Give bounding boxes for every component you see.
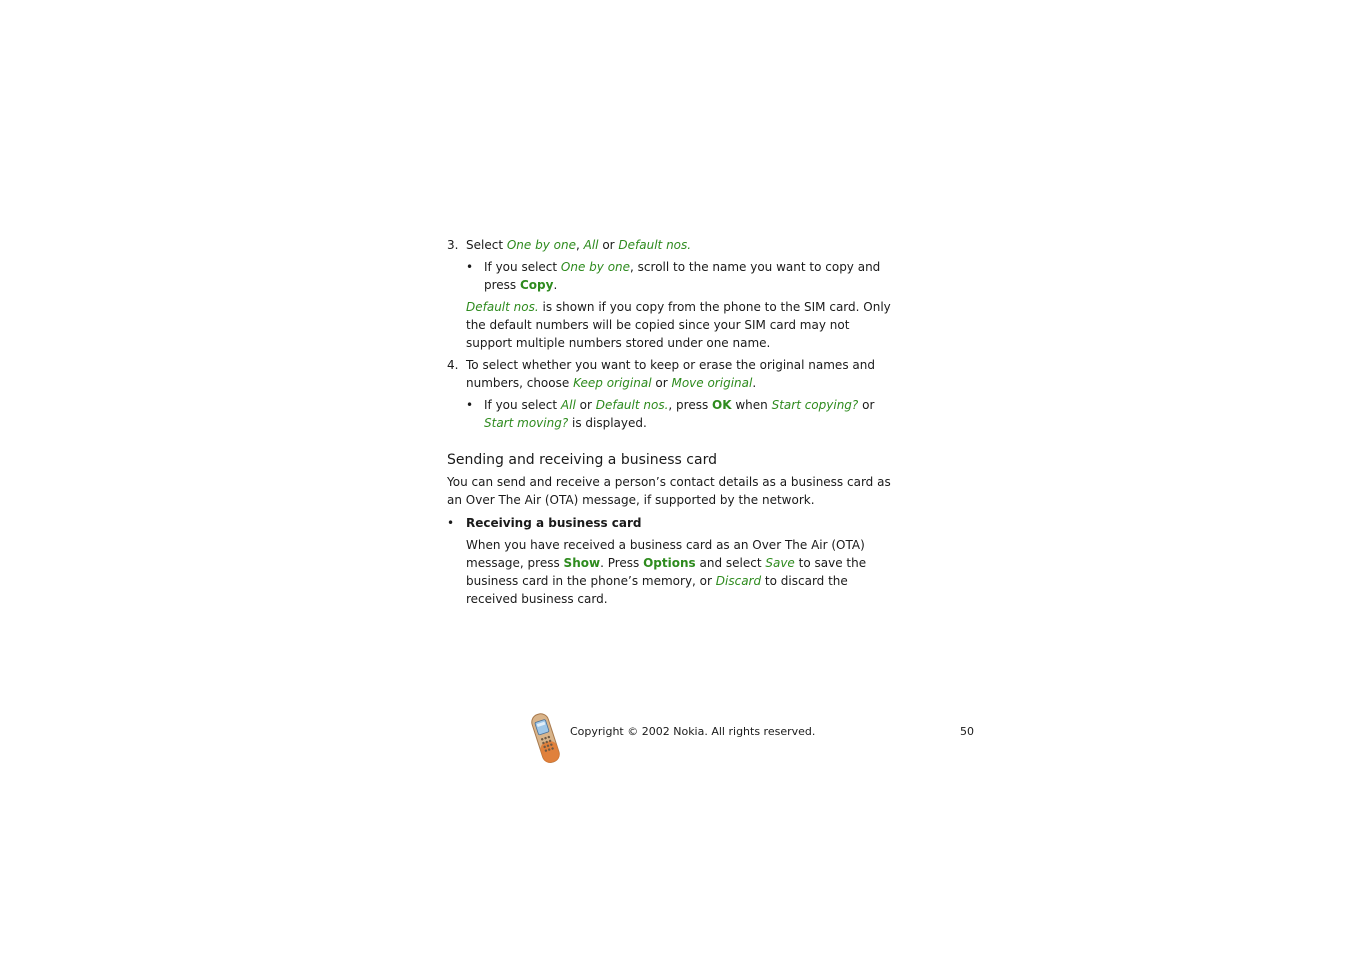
section-heading: Sending and receiving a business card [447, 452, 717, 468]
page-content [447, 236, 897, 608]
option-all: All [560, 398, 576, 412]
option-move-original: Move original [671, 376, 753, 390]
key-options: Options [643, 556, 696, 570]
key-copy: Copy [520, 278, 554, 292]
nokia-phone-icon [528, 710, 564, 766]
key-ok: OK [712, 398, 732, 412]
bullet-dot: • [466, 260, 474, 274]
option-start-moving: Start moving? [484, 416, 569, 430]
subsection-body: When you have received a business card as an Over The Air (OTA) message, press Show. Press Options and select Save to save the business card in the phone’s memory, or Discard to discard the received business card. [466, 538, 867, 606]
step-3-note: Default nos. is shown if you copy from the phone to the SIM card. Only the default numbers will be copied since your SIM card may not support multiple numbers stored under one name. [466, 300, 891, 350]
option-default-nos: Default nos. [595, 398, 669, 412]
section-intro: You can send and receive a person’s contact details as a business card as an Over The Air (OTA) message, if supported by the network. [447, 475, 891, 507]
step-3-bullet: • If you select One by one, scroll to the name you want to copy and press Copy. [466, 260, 881, 292]
page-number: 50 [960, 725, 974, 738]
option-one-by-one: One by one [560, 260, 631, 274]
step-number: 3. [447, 238, 459, 252]
step-4-bullet: • If you select All or Default nos., press OK when Start copying? or Start moving? is displayed. [466, 398, 875, 430]
bullet-dot: • [466, 398, 474, 412]
option-default-nos: Default nos. [466, 300, 539, 314]
option-keep-original: Keep original [573, 376, 652, 390]
option-all: All [583, 238, 599, 252]
copyright-text: Copyright © 2002 Nokia. All rights reserved. [570, 725, 816, 738]
option-one-by-one: One by one [506, 238, 576, 252]
step-4: 4. To select whether you want to keep or erase the original names and numbers, choose Keep original or Move original. [447, 358, 875, 390]
option-default-nos: Default nos. [618, 238, 692, 252]
page-footer [528, 710, 974, 766]
bullet-dot: • [447, 516, 455, 530]
subsection-title: • Receiving a business card [447, 516, 642, 530]
step-3: 3. Select One by one, All or Default nos. [447, 238, 692, 252]
option-save: Save [765, 556, 795, 570]
option-start-copying: Start copying? [771, 398, 859, 412]
key-show: Show [563, 556, 601, 570]
step-number: 4. [447, 358, 459, 372]
option-discard: Discard [715, 574, 762, 588]
